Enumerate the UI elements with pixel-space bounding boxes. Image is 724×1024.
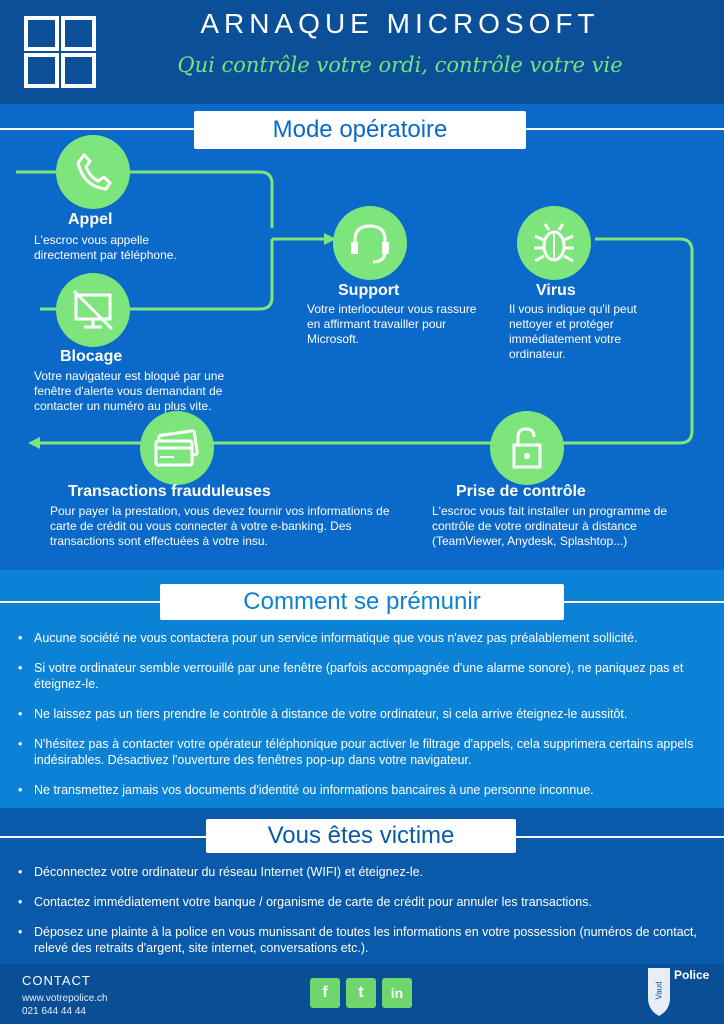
contact-label: CONTACT xyxy=(22,973,91,988)
step-desc-virus: Il vous indique qu'il peut nettoyer et protéger immédiatement votre ordinateur. xyxy=(509,302,637,361)
step-title-controle: Prise de contrôle xyxy=(456,483,586,500)
twitter-icon[interactable]: t xyxy=(346,978,376,1008)
step-title-virus: Virus xyxy=(536,282,576,299)
list-item: • Ne transmettez jamais vos documents d'identité ou informations bancaires à une personne inconnue. xyxy=(18,782,708,798)
website-link[interactable]: www.votrepolice.ch xyxy=(22,993,108,1004)
step-desc-transactions: Pour payer la prestation, vous devez fournir vos informations de carte de crédit ou vous connecter à votre e-banking. Des transactions sont effectuées à votre insu. xyxy=(50,504,390,548)
windows-logo-icon xyxy=(23,15,97,89)
step-title-blocage: Blocage xyxy=(60,348,123,365)
prevent-heading: Comment se prémunir xyxy=(160,584,564,620)
victim-heading: Vous êtes victime xyxy=(206,819,516,853)
list-item: • Déposez une plainte à la police en vous munissant de toutes les informations en votre possession (numéros de contact, relevé des retraits d'argent, site internet, conversations etc.). xyxy=(18,924,708,956)
support-circle xyxy=(333,206,407,280)
step-title-support: Support xyxy=(338,282,400,299)
victim-list xyxy=(18,864,708,956)
police-logo-text: Police xyxy=(674,968,710,982)
phone-number: 021 644 44 44 xyxy=(22,1006,86,1017)
header xyxy=(0,0,724,104)
prevent-list xyxy=(18,630,708,798)
list-item: • Déconnectez votre ordinateur du réseau Internet (WIFI) et éteignez-le. xyxy=(18,864,708,880)
bug-icon xyxy=(517,206,591,280)
headset-icon xyxy=(333,206,407,280)
appel-circle xyxy=(56,135,130,209)
page-subtitle: Qui contrôle votre ordi, contrôle votre vie xyxy=(177,53,623,77)
step-desc-blocage: Votre navigateur est bloqué par une fenêtre d'alerte vous demandant de contacter un numéro au plus vite. xyxy=(34,369,225,413)
step-desc-controle: L'escroc vous fait installer un programme de contrôle de votre ordinateur à distance (TeamViewer, Anydesk, Splashtop...) xyxy=(432,504,668,548)
list-item: • Si votre ordinateur semble verrouillé par une fenêtre (parfois accompagnée d'une alarme sonore), ne paniquez pas et éteignez-le. xyxy=(18,660,708,692)
police-vaud-logo xyxy=(644,964,718,1020)
controle-circle xyxy=(490,411,564,485)
list-item: • Aucune société ne vous contactera pour un service informatique que vous n'avez pas préalablement sollicité. xyxy=(18,630,708,646)
step-desc-support: Votre interlocuteur vous rassure en affirmant travailler pour Microsoft. xyxy=(307,302,477,346)
mode-heading: Mode opératoire xyxy=(194,111,526,149)
police-logo-side: Vaud xyxy=(654,981,664,1000)
virus-circle xyxy=(517,206,591,280)
list-item: • Ne laissez pas un tiers prendre le contrôle à distance de votre ordinateur, si cela arrive éteignez-le aussitôt. xyxy=(18,706,708,722)
unlock-icon xyxy=(490,411,564,485)
step-title-appel: Appel xyxy=(68,211,113,228)
step-title-transactions: Transactions frauduleuses xyxy=(68,483,271,500)
transactions-circle xyxy=(140,411,214,485)
step-desc-appel: L'escroc vous appelle directement par téléphone. xyxy=(34,233,177,262)
facebook-icon[interactable]: f xyxy=(310,978,340,1008)
phone-icon xyxy=(56,135,130,209)
list-item: • Contactez immédiatement votre banque / organisme de carte de crédit pour annuler les transactions. xyxy=(18,894,708,910)
linkedin-icon[interactable]: in xyxy=(382,978,412,1008)
page-title: ARNAQUE MICROSOFT xyxy=(200,8,600,39)
blocage-circle xyxy=(56,273,130,347)
blocked-screen-icon xyxy=(56,273,130,347)
list-item: • N'hésitez pas à contacter votre opérateur téléphonique pour activer le filtrage d'appels, cela supprimera certains appels indésirables. Désactivez l'ouverture des fenêtres pop-up dans votre navigateur. xyxy=(18,736,708,768)
credit-card-icon xyxy=(140,411,214,485)
